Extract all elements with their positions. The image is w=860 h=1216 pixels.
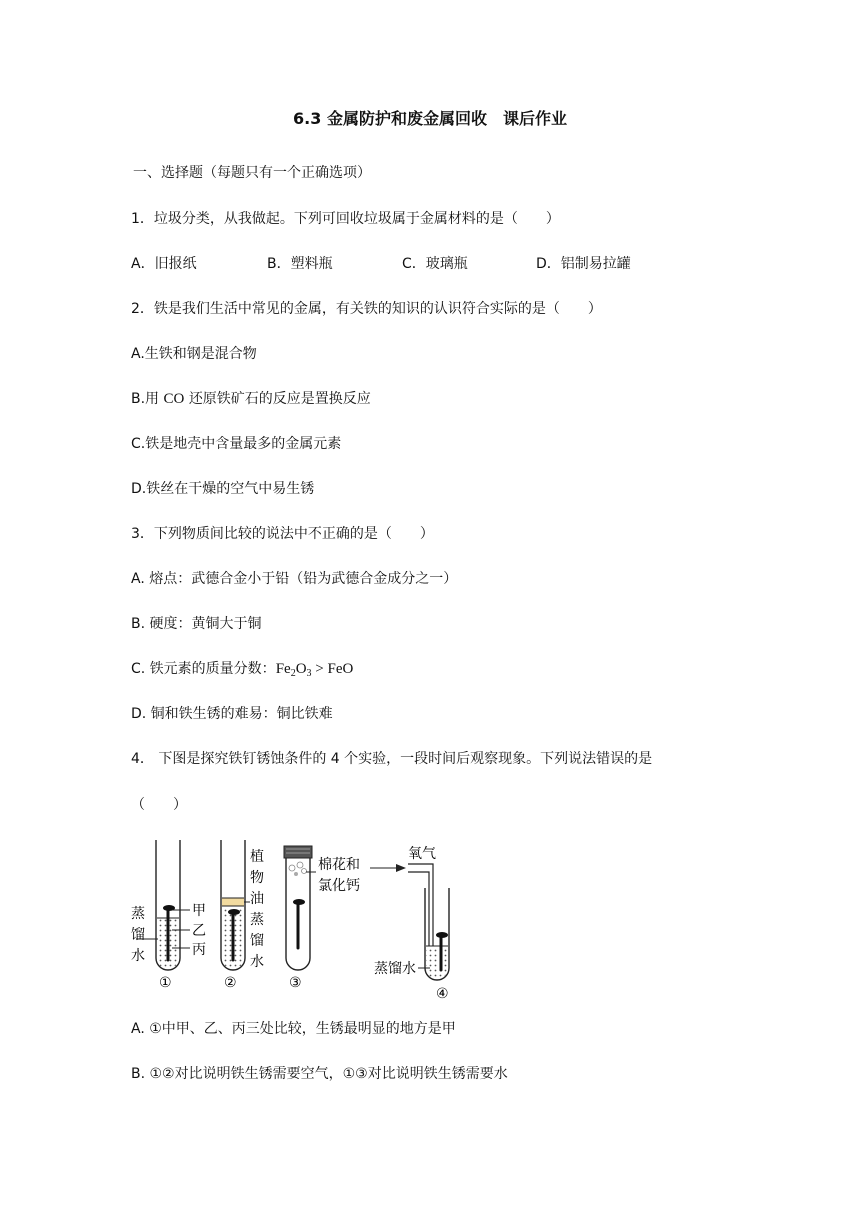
q1-option-c: C．玻璃瓶 xyxy=(402,256,468,272)
q4-option-b: B. ①②对比说明铁生锈需要空气，①③对比说明铁生锈需要水 xyxy=(131,1066,508,1082)
test-tube-2 xyxy=(221,840,250,970)
formula-sub-2: 2 xyxy=(290,668,296,679)
q2-option-c: C.铁是地壳中含量最多的金属元素 xyxy=(131,436,342,452)
tube1-label-steam-3: 水 xyxy=(131,948,145,964)
q2-option-b xyxy=(131,390,371,408)
section-heading: 一、选择题（每题只有一个正确选项） xyxy=(133,165,371,181)
q2-option-b-prefix: B.用 xyxy=(131,391,160,407)
tube1-label-jia: 甲 xyxy=(192,903,206,919)
tube2-label-oil-3: 油 xyxy=(250,891,264,907)
formula-compare: > FeO xyxy=(311,661,354,677)
q3-option-c-formula xyxy=(276,661,354,677)
test-tube-3 xyxy=(284,846,316,970)
q3-option-d: D. 铜和铁生锈的难易：铜比铁难 xyxy=(131,706,333,722)
q2-option-b-suffix: 还原铁矿石的反应是置换反应 xyxy=(188,391,371,407)
tube2-label-water-2: 馏 xyxy=(250,933,264,949)
q2-option-d: D.铁丝在干燥的空气中易生锈 xyxy=(131,481,315,497)
q2-option-a: A.生铁和钢是混合物 xyxy=(131,346,257,362)
tube4-number: ④ xyxy=(436,986,449,1002)
tube1-label-bing: 丙 xyxy=(192,942,206,958)
q3-option-a: A. 熔点：武德合金小于铅（铅为武德合金成分之一） xyxy=(131,571,458,587)
tube2-label-oil-1: 植 xyxy=(250,849,264,865)
q3-option-c-prefix: C. 铁元素的质量分数： xyxy=(131,661,276,677)
q3-option-c xyxy=(131,660,353,678)
q2-option-b-formula: CO xyxy=(163,391,185,407)
formula-sub-3: 3 xyxy=(306,668,312,679)
question-4-stem: 4． 下图是探究铁钉锈蚀条件的 4 个实验，一段时间后观察现象。下列说法错误的是 xyxy=(131,751,653,767)
tube4-label-water: 蒸馏水 xyxy=(374,961,416,977)
formula-fe: Fe xyxy=(275,661,291,677)
tube3-label-cotton: 棉花和 xyxy=(318,857,360,873)
tube1-number: ① xyxy=(159,975,172,991)
tube2-number: ② xyxy=(224,975,237,991)
q4-option-a: A. ①中甲、乙、丙三处比较，生锈最明显的地方是甲 xyxy=(131,1021,456,1037)
question-2-stem: 2．铁是我们生活中常见的金属，有关铁的知识的认识符合实际的是（ ） xyxy=(131,301,602,317)
formula-o: O xyxy=(295,661,307,677)
tube3-number: ③ xyxy=(289,975,302,991)
tube2-label-oil-2: 物 xyxy=(250,870,264,886)
question-1-stem: 1．垃圾分类，从我做起。下列可回收垃圾属于金属材料的是（ ） xyxy=(131,211,560,227)
question-4-paren: （ ） xyxy=(131,797,187,813)
q3-option-b: B. 硬度：黄铜大于铜 xyxy=(131,616,262,632)
q1-option-b: B．塑料瓶 xyxy=(267,256,333,272)
page-title: 6.3 金属防护和废金属回收 课后作业 xyxy=(293,109,567,128)
tube3-label-cacl2: 氯化钙 xyxy=(318,878,360,894)
tube1-label-steam-2: 馏 xyxy=(131,927,145,943)
tube4-label-oxygen: 氧气 xyxy=(408,846,436,862)
question-3-stem: 3．下列物质间比较的说法中不正确的是（ ） xyxy=(131,526,434,542)
rusting-experiment-figure xyxy=(128,838,468,1004)
tube2-label-water-1: 蒸 xyxy=(250,912,264,928)
tube1-label-steam-1: 蒸 xyxy=(131,906,145,922)
tube1-label-yi: 乙 xyxy=(192,923,206,939)
q1-option-d: D．铝制易拉罐 xyxy=(536,256,631,272)
tube2-label-water-3: 水 xyxy=(250,954,264,970)
q1-option-a: A．旧报纸 xyxy=(131,256,197,272)
